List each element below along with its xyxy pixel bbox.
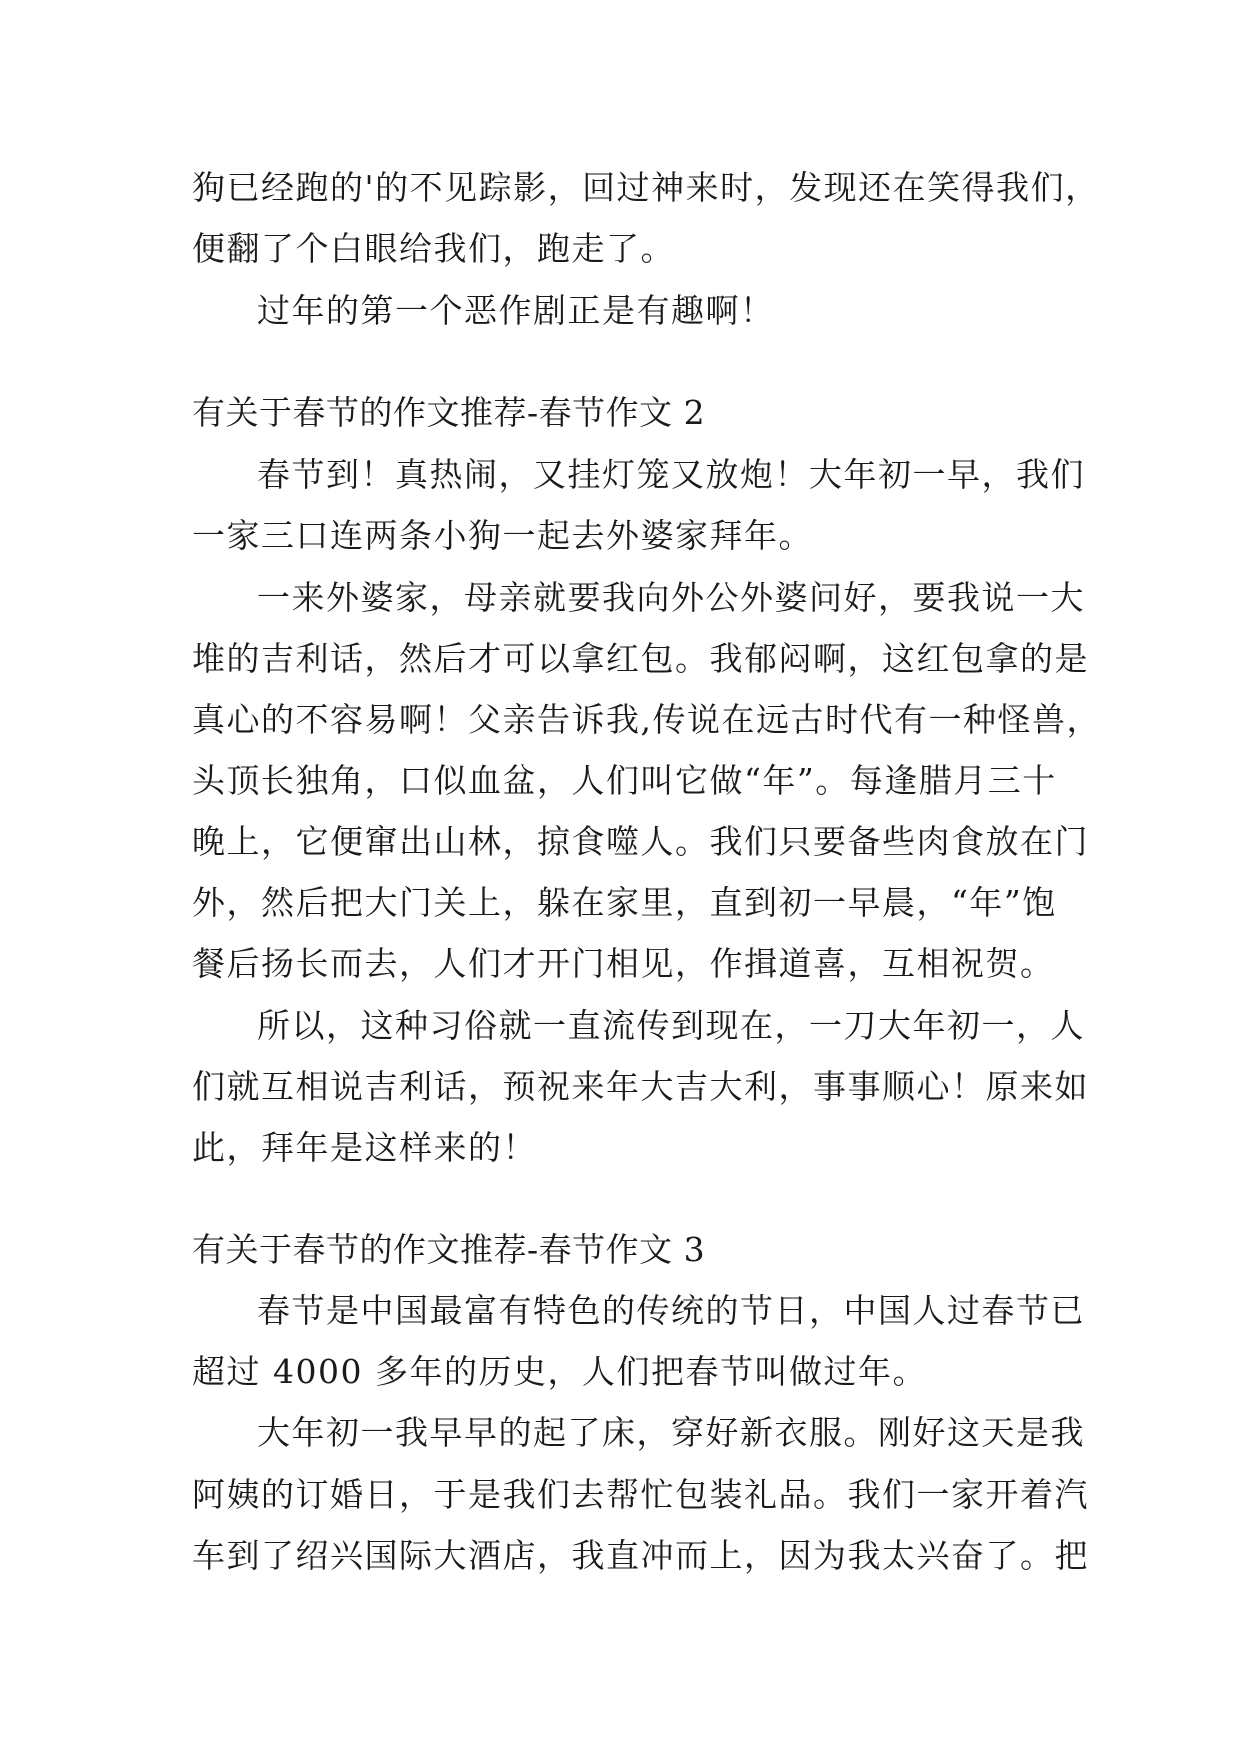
- body-line: 外，然后把大门关上，躲在家里，直到初一早晨，“年”饱: [192, 883, 1057, 922]
- body-line: 们就互相说吉利话，预祝来年大吉大利，事事顺心！原来如: [192, 1067, 1089, 1106]
- body-line: 过年的第一个恶作剧正是有趣啊！: [257, 291, 775, 330]
- body-line: 便翻了个白眼给我们，跑走了。: [192, 229, 675, 268]
- body-line: 超过 4000 多年的历史，人们把春节叫做过年。: [192, 1352, 927, 1391]
- body-line: 一家三口连两条小狗一起去外婆家拜年。: [192, 516, 813, 555]
- body-line: 阿姨的订婚日，于是我们去帮忙包装礼品。我们一家开着汽: [192, 1475, 1089, 1514]
- body-line: 头顶长独角，口似血盆，人们叫它做“年”。每逢腊月三十: [192, 761, 1057, 800]
- section-heading: 有关于春节的作文推荐-春节作文 3: [192, 1230, 706, 1269]
- body-line: 车到了绍兴国际大酒店，我直冲而上，因为我太兴奋了。把: [192, 1536, 1089, 1575]
- body-line: 堆的吉利话，然后才可以拿红包。我郁闷啊，这红包拿的是: [192, 639, 1089, 678]
- body-line: 晚上，它便窜出山林，掠食噬人。我们只要备些肉食放在门: [192, 822, 1089, 861]
- body-line: 春节到！真热闹，又挂灯笼又放炮！大年初一早，我们: [257, 455, 1085, 494]
- body-line: 一来外婆家，母亲就要我向外公外婆问好，要我说一大: [257, 578, 1085, 617]
- body-line: 大年初一我早早的起了床，穿好新衣服。刚好这天是我: [257, 1413, 1085, 1452]
- body-line: 真心的不容易啊！父亲告诉我,传说在远古时代有一种怪兽，: [192, 700, 1101, 739]
- body-line: 春节是中国最富有特色的传统的节日，中国人过春节已: [257, 1291, 1085, 1330]
- body-line: 餐后扬长而去，人们才开门相见，作揖道喜，互相祝贺。: [192, 944, 1055, 983]
- body-line: 此，拜年是这样来的！: [192, 1128, 537, 1167]
- section-heading: 有关于春节的作文推荐-春节作文 2: [192, 393, 706, 432]
- body-line: 狗已经跑的'的不见踪影，回过神来时，发现还在笑得我们，: [192, 168, 1100, 207]
- body-line: 所以，这种习俗就一直流传到现在，一刀大年初一，人: [257, 1006, 1085, 1045]
